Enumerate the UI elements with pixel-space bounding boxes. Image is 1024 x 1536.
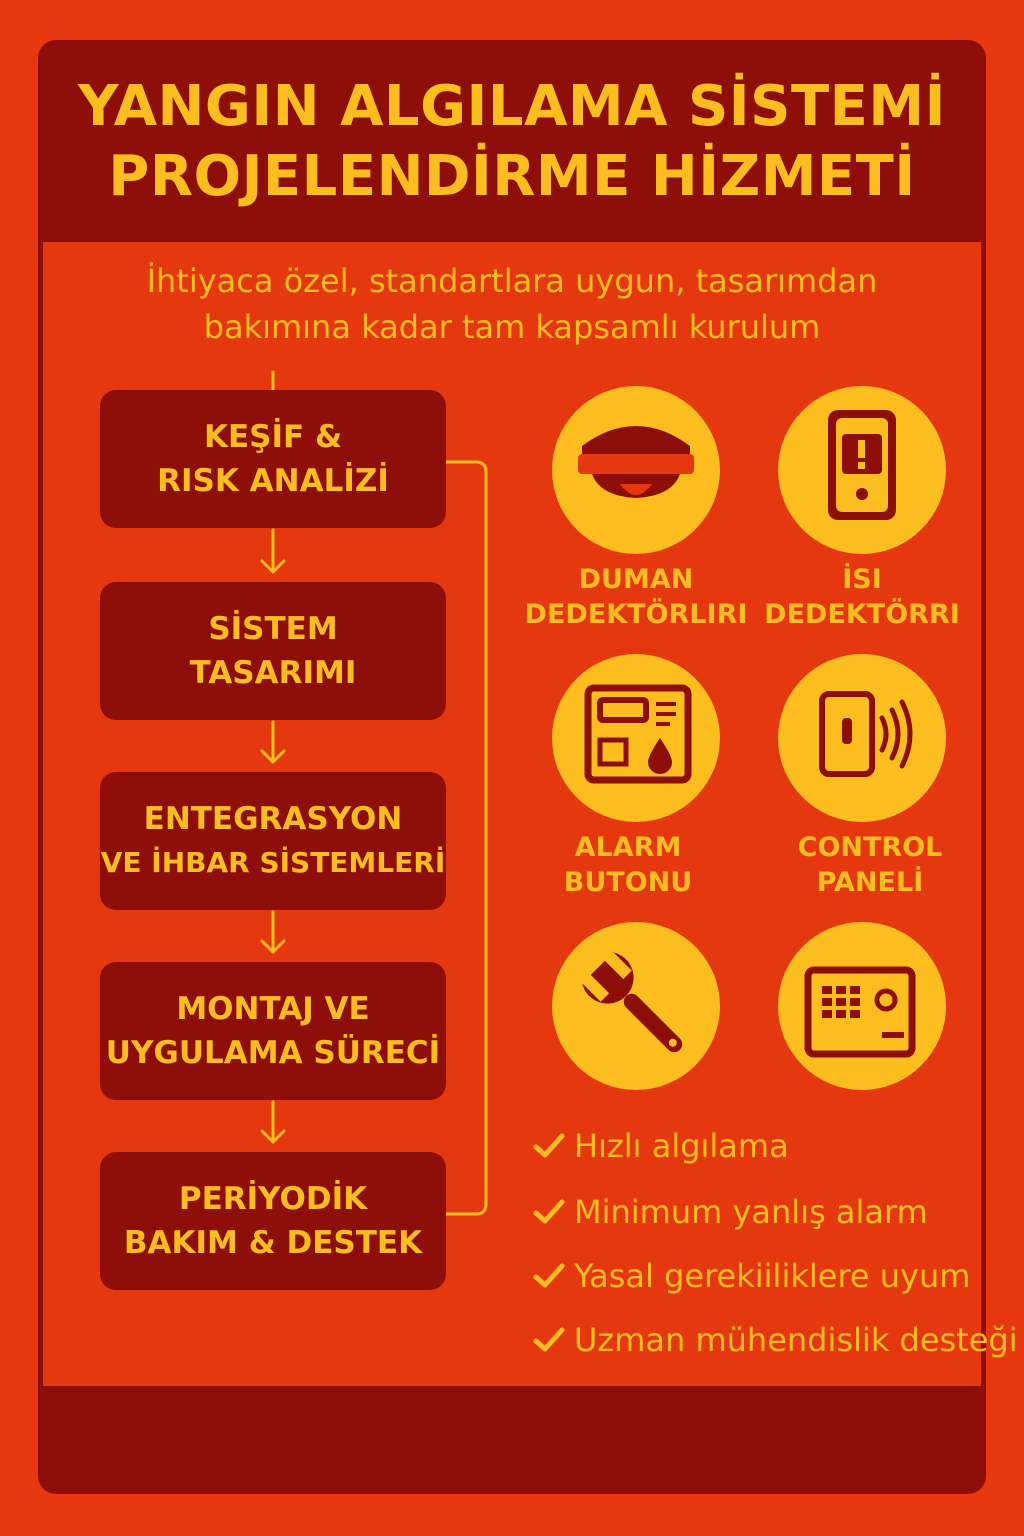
benefit-text: Yasal gerekiiliklere uyum: [574, 1257, 971, 1295]
wrench-icon: [552, 922, 720, 1090]
step-system-design: [100, 582, 446, 720]
benefit-text: Hızlı algılama: [574, 1127, 789, 1165]
benefit-item: [532, 1188, 928, 1236]
benefit-item: [532, 1122, 789, 1170]
heat-detector-icon: [778, 386, 946, 554]
keypad-panel-icon: [778, 922, 946, 1090]
title-line-1: YANGIN ALGILAMA SİSTEMİ: [78, 74, 946, 139]
icon-label-alarm-button: ALARM BUTONU: [563, 832, 693, 898]
step-label: BAKIM & DESTEK: [123, 1225, 423, 1261]
step-label: UYGULAMA SÜRECİ: [105, 1035, 441, 1071]
title-line-2: PROJELENDİRME HİZMETİ: [108, 144, 916, 209]
benefit-text: Minimum yanlış alarm: [574, 1193, 928, 1231]
step-maintenance-support: [100, 1152, 446, 1290]
icon-label-smoke-detector: DUMAN DEDEKTÖRLIRI: [524, 564, 748, 630]
step-discovery-risk-analysis: [100, 390, 446, 528]
benefit-text: Uzman mühendislik desteği: [574, 1321, 1018, 1359]
subtitle-line-1: İhtiyaca özel, standartlara uygun, tasarımdan: [146, 262, 878, 300]
check-icon: [532, 1131, 566, 1161]
check-icon: [532, 1261, 566, 1291]
step-label: RISK ANALİZİ: [157, 463, 389, 499]
step-integration: [100, 772, 446, 910]
check-icon: [532, 1197, 566, 1227]
step-label: PERİYODİK: [178, 1181, 368, 1217]
step-installation: [100, 962, 446, 1100]
subtitle-line-2: bakımına kadar tam kapsamlı kurulum: [203, 308, 821, 346]
benefit-item: [532, 1252, 970, 1300]
icon-label-heat-detector: İSI DEDEKTÖRRI: [764, 564, 960, 630]
step-label: MONTAJ VE: [176, 991, 370, 1027]
check-icon: [532, 1325, 566, 1355]
step-label: SİSTEM: [208, 611, 338, 647]
control-panel-icon: [778, 654, 946, 822]
step-label: VE İHBAR SİSTEMLERİ: [100, 846, 446, 879]
smoke-detector-icon: [552, 386, 720, 554]
benefit-item: [532, 1316, 1018, 1364]
step-label: ENTEGRASYON: [143, 801, 403, 837]
alarm-button-icon: [552, 654, 720, 822]
icon-label-control-panel: CONTROL PANELİ: [797, 832, 943, 898]
step-label: TASARIMI: [189, 655, 357, 691]
step-label: KEŞİF &: [203, 419, 343, 455]
